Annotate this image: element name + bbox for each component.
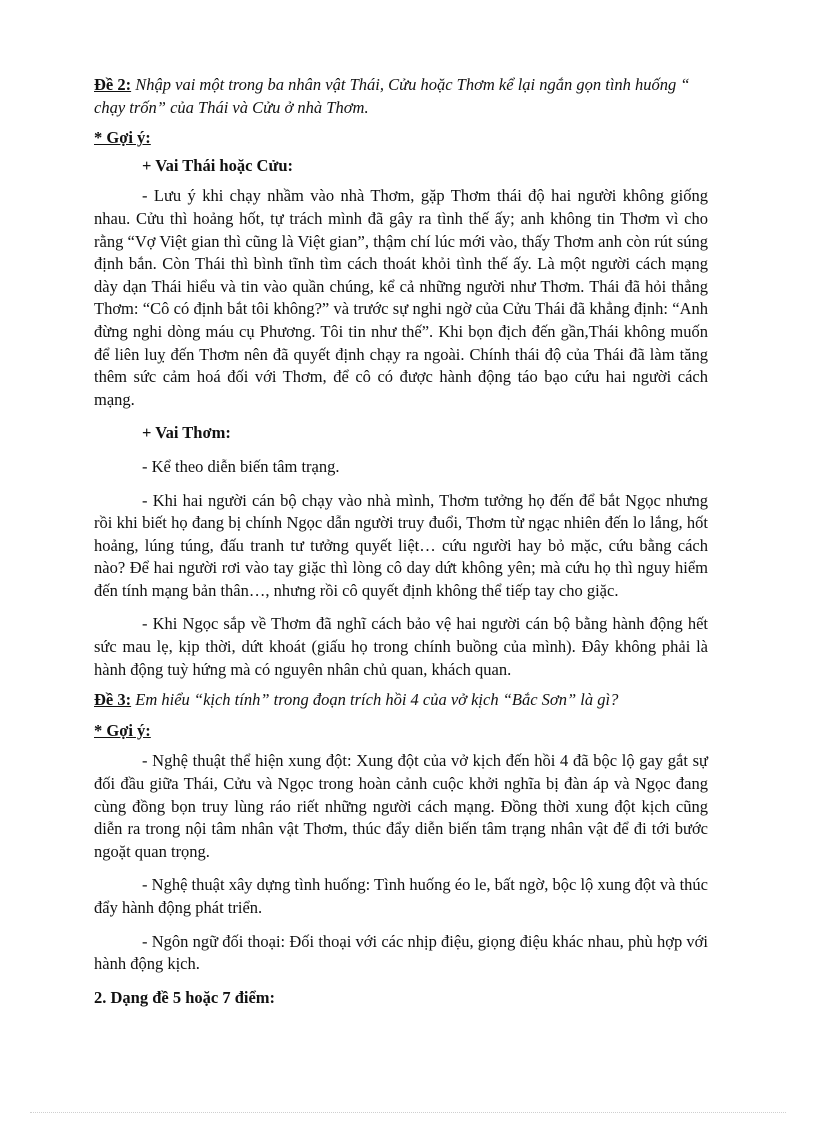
de3-label: Đề 3: <box>94 690 132 710</box>
page-bottom-divider <box>30 1112 786 1113</box>
de2-vai-thom-p2: - Khi hai người cán bộ chạy vào nhà mình, Thơm tưởng họ đến để bắt Ngọc nhưng rồi khi biết họ đang bị chính Ngọc dẫn người truy đuổi, Thơm từ ngạc nhiên đến lo lắng, hốt hoảng, lúng túng, đấu tranh tư tưởng quyết liệt… cứu người hay bỏ mặc, cứu bằng cách nào? Để hai người rơi vào tay giặc thì lòng cô day dứt không yên; mà cứu họ thì nguy hiểm đến tính mạng bản thân…, nhưng rồi cô quyết định không thể tiếp tay cho giặc. <box>94 490 708 600</box>
de2-label: Đề 2: <box>94 75 132 94</box>
section2-heading: 2. Dạng đề 5 hoặc 7 điểm: <box>94 987 276 1007</box>
de2-goi-y-heading: * Gợi ý: <box>94 128 151 148</box>
de3-p3: - Ngôn ngữ đối thoại: Đối thoại với các nhịp điệu, giọng điệu khác nhau, phù hợp với hành động kịch. <box>94 931 708 974</box>
de3-question <box>94 689 708 712</box>
de3-prompt: Em hiểu “kịch tính” trong đoạn trích hồi 4 của vở kịch “Bắc Sơn” là gì? <box>131 690 619 710</box>
document-page <box>94 74 708 1009</box>
de3-p1: - Nghệ thuật thể hiện xung đột: Xung đột của vở kịch đến hồi 4 đã bộc lộ gay gắt sự đối đầu giữa Thái, Cửu và Ngọc trong hoàn cảnh cuộc khởi nghĩa bị đàn áp và Ngọc đang cùng đồng bọn truy lùng ráo riết những người cách mạng. Đồng thời xung đột kịch cũng diễn ra trong nội tâm nhân vật Thơm, thúc đẩy diễn biến tâm trạng nhân vật để đi tới bước ngoặt quan trọng. <box>94 751 708 861</box>
de2-prompt: Nhập vai một trong ba nhân vật Thái, Cửu hoặc Thơm kể lại ngắn gọn tình huống “ chạy trốn” của Thái và Cửu ở nhà Thơm. <box>94 75 690 117</box>
de2-vai-thai-cuu-heading: + Vai Thái hoặc Cửu: <box>142 155 294 175</box>
de3-goi-y-heading: * Gợi ý: <box>94 720 151 740</box>
de2-vai-thom-heading: + Vai Thơm: <box>142 423 231 443</box>
de2-vai-thai-cuu-text: - Lưu ý khi chạy nhầm vào nhà Thơm, gặp Thơm thái độ hai người không giống nhau. Cửu thì hoảng hốt, tự trách mình đã gây ra tình thế ấy; anh không tin Thơm vì cho rằng “Vợ Việt gian thì cũng là Việt gian”, thậm chí lúc mới vào, thấy Thơm anh còn rút súng định bắn. Còn Thái thì bình tĩnh tìm cách thoát khỏi tình thế ấy. Là một người cách mạng dày dạn Thái hiểu và tin vào quần chúng, kể cả những người như Thơm. Thái đã hỏi thẳng Thơm: “Cô có định bắt tôi không?” và trước sự nghi ngờ của Cửu Thái đã khẳng định: “Anh đừng nghi dòng máu cụ Phương. Tôi tin như thế”. Khi bọn địch đến gần,Thái không muốn để liên luỵ đến Thơm nên đã quyết định chạy ra ngoài. Chính thái độ của Thái đã làm tăng thêm sức cảm hoá đối với Thơm, để cô có được hành động táo bạo cứu hai người cách mạng. <box>94 186 708 409</box>
de2-vai-thom-p3: - Khi Ngọc sắp về Thơm đã nghĩ cách bảo vệ hai người cán bộ bằng hành động hết sức mau lẹ, kịp thời, dứt khoát (giấu họ trong chính buồng của mình). Đây không phải là hành động tuỳ hứng mà có nguyên nhân chủ quan, khách quan. <box>94 614 708 679</box>
de2-vai-thom-p1: - Kể theo diễn biến tâm trạng. <box>142 456 340 476</box>
de3-p2: - Nghệ thuật xây dựng tình huống: Tình huống éo le, bất ngờ, bộc lộ xung đột và thúc đẩy hành động phát triển. <box>94 875 708 917</box>
de2-question <box>94 74 708 119</box>
